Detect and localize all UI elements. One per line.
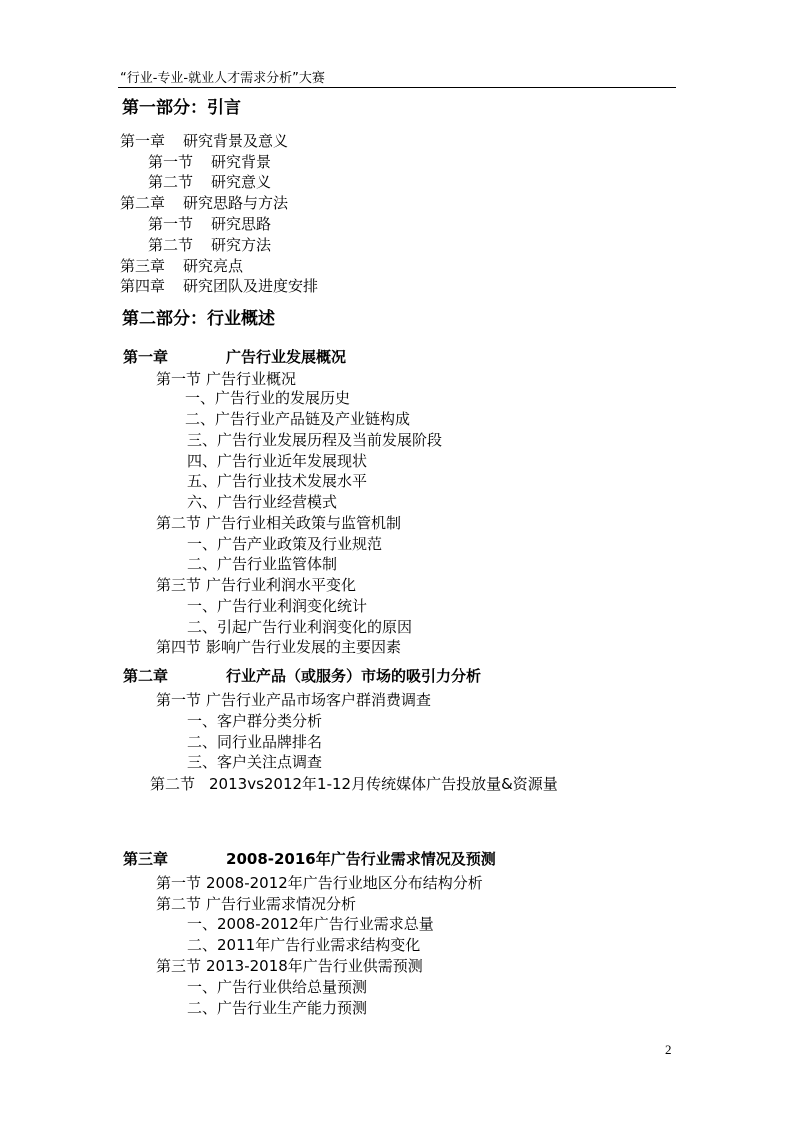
toc-item: 一、客户群分类分析 [187,712,323,730]
part-title: 第一部分：引言 [122,98,241,118]
toc-chapter: 第三章 研究亮点 [120,257,244,275]
toc-item: 一、广告产业政策及行业规范 [187,535,383,553]
toc-item: 一、广告行业利润变化统计 [187,597,368,615]
toc-chapter: 第二章 行业产品（或服务）市场的吸引力分析 [123,667,482,685]
toc-section: 第一节 研究思路 [148,215,272,233]
page-header-title: “行业-专业-就业人才需求分析”大赛 [120,71,325,86]
toc-item: 二、引起广告行业利润变化的原因 [187,618,413,636]
toc-item: 一、广告行业的发展历史 [185,389,351,407]
toc-item: 三、广告行业发展历程及当前发展阶段 [187,431,443,449]
toc-section: 第一节 研究背景 [148,153,272,171]
toc-chapter: 第四章 研究团队及进度安排 [120,277,319,295]
toc-item: 一、广告行业供给总量预测 [187,978,368,996]
toc-section: 第三节 2013-2018年广告行业供需预测 [156,957,423,975]
toc-chapter: 第三章 2008-2016年广告行业需求情况及预测 [123,850,496,868]
toc-chapter: 第二章 研究思路与方法 [120,194,289,212]
toc-section: 第二节 研究意义 [148,173,272,191]
toc-section: 第二节 广告行业相关政策与监管机制 [156,514,402,532]
toc-item: 二、广告行业产品链及产业链构成 [185,410,411,428]
toc-section: 第三节 广告行业利润水平变化 [156,576,357,594]
toc-section: 第四节 影响广告行业发展的主要因素 [156,638,402,656]
toc-item: 二、同行业品牌排名 [187,733,323,751]
toc-section: 第二节 2013vs2012年1-12月传统媒体广告投放量&资源量 [150,775,558,793]
toc-item: 二、广告行业监管体制 [187,555,338,573]
toc-item: 三、客户关注点调查 [187,753,323,771]
part-title: 第二部分：行业概述 [122,309,275,329]
toc-section: 第一节 2008-2012年广告行业地区分布结构分析 [156,874,483,892]
toc-chapter: 第一章 广告行业发展概况 [123,348,347,366]
toc-section: 第二节 研究方法 [148,236,272,254]
toc-section: 第一节 广告行业概况 [156,370,297,388]
toc-item: 一、2008-2012年广告行业需求总量 [187,915,434,933]
toc-section: 第二节 广告行业需求情况分析 [156,895,357,913]
header-rule [118,87,676,88]
toc-chapter: 第一章 研究背景及意义 [120,132,289,150]
toc-item: 六、广告行业经营模式 [187,493,338,511]
toc-item: 四、广告行业近年发展现状 [187,452,368,470]
toc-item: 二、广告行业生产能力预测 [187,999,368,1017]
toc-item: 五、广告行业技术发展水平 [187,472,368,490]
toc-section: 第一节 广告行业产品市场客户群消费调查 [156,691,432,709]
toc-item: 二、2011年广告行业需求结构变化 [187,936,421,954]
page-number: 2 [665,1042,672,1057]
